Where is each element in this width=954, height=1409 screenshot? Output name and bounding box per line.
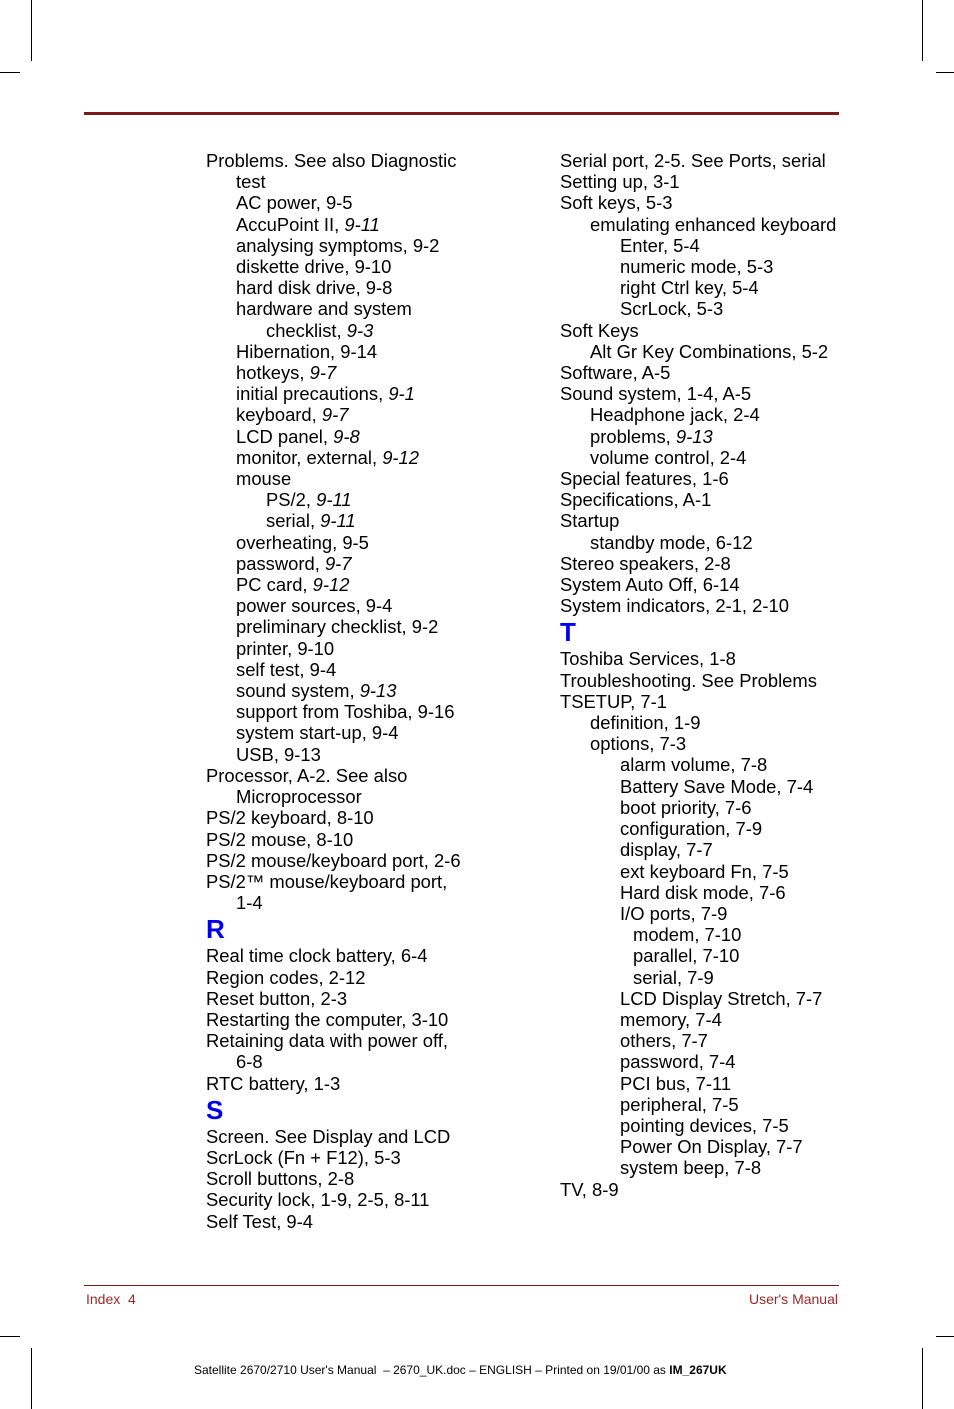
index-entry [206, 701, 461, 722]
index-entry-text: power sources, 9-4 [236, 595, 393, 617]
index-entry [206, 468, 461, 489]
index-entry-text: ScrLock, 5-3 [620, 298, 724, 320]
index-entry-text: hardware and system [236, 298, 412, 320]
index-entry-text: right Ctrl key, 5-4 [620, 277, 759, 299]
index-entry [206, 850, 461, 871]
index-entry [560, 691, 836, 712]
index-entry-text: emulating enhanced keyboard [590, 213, 837, 235]
index-entry-text: Processor, A-2. See also [206, 764, 408, 786]
index-entry [560, 1179, 836, 1200]
index-entry-text: 1-4 [236, 892, 263, 914]
index-entry-text: Headphone jack, 2-4 [590, 404, 760, 426]
index-entry [206, 722, 461, 743]
index-entry [206, 150, 461, 171]
index-entry-text: PS/2, [266, 489, 317, 511]
index-entry-text: I/O ports, 7-9 [620, 902, 728, 924]
index-entry-text: system start-up, 9-4 [236, 722, 399, 744]
index-entry-text: Scroll buttons, 2-8 [206, 1168, 355, 1190]
index-entry [206, 871, 461, 892]
index-entry-text: peripheral, 7-5 [620, 1093, 739, 1115]
index-entry [560, 235, 836, 256]
index-entry [560, 404, 836, 425]
index-entry-text: Sound system, 1-4, A-5 [560, 383, 752, 405]
index-entry-text: preliminary checklist, 9-2 [236, 616, 439, 638]
index-entry [560, 1115, 836, 1136]
index-entry [560, 733, 836, 754]
footer-page-label: Index 4 [86, 1291, 136, 1307]
index-entry-text: others, 7-7 [620, 1030, 708, 1052]
index-entry [206, 341, 461, 362]
index-entry-page: 9-7 [324, 552, 352, 574]
crop-mark [0, 1336, 20, 1337]
index-entry-text: PCI bus, 7-11 [620, 1072, 732, 1094]
index-entry [560, 574, 836, 595]
index-entry [206, 1168, 461, 1189]
index-entry [206, 638, 461, 659]
index-entry-text: Power On Display, 7-7 [620, 1136, 803, 1158]
index-entry-text: keyboard, [236, 404, 322, 426]
index-entry-page: 9-12 [382, 446, 419, 468]
index-entry-text: RTC battery, 1-3 [206, 1072, 341, 1094]
index-entry [560, 861, 836, 882]
index-entry-text: Real time clock battery, 6-4 [206, 945, 428, 967]
index-entry-text: Startup [560, 510, 620, 532]
index-entry [206, 532, 461, 553]
index-entry [560, 1157, 836, 1178]
index-entry [206, 892, 461, 913]
index-entry [560, 341, 836, 362]
index-entry [560, 776, 836, 797]
index-entry-text: serial, [266, 510, 321, 532]
index-entry [206, 616, 461, 637]
index-entry [560, 150, 836, 171]
index-entry-text: Self Test, 9-4 [206, 1210, 313, 1232]
index-entry [560, 903, 836, 924]
index-entry [560, 648, 836, 669]
index-entry [206, 1189, 461, 1210]
crop-mark [936, 72, 954, 73]
index-entry [206, 510, 461, 531]
index-entry [206, 765, 461, 786]
index-entry-text: Hard disk mode, 7-6 [620, 881, 786, 903]
crop-mark [922, 0, 923, 61]
index-entry [206, 383, 461, 404]
index-entry-text: monitor, external, [236, 446, 383, 468]
index-entry-text: Special features, 1-6 [560, 468, 729, 490]
index-entry [206, 1126, 461, 1147]
index-entry-text: test [236, 171, 266, 193]
index-entry-text: TV, 8-9 [560, 1178, 619, 1200]
index-entry-text: PS/2™ mouse/keyboard port, [206, 870, 448, 892]
index-entry [206, 744, 461, 765]
index-entry [206, 1009, 461, 1030]
index-entry [206, 214, 461, 235]
index-entry-page: 9-12 [312, 574, 350, 596]
index-entry-text: printer, 9-10 [236, 637, 335, 659]
index-entry-text: Microprocessor [236, 786, 362, 808]
index-section-letter: T [560, 617, 576, 648]
index-entry [560, 426, 836, 447]
index-entry-text: pointing devices, 7-5 [620, 1114, 789, 1136]
index-entry-page: 9-7 [309, 362, 337, 384]
index-entry [560, 712, 836, 733]
index-entry-text: LCD Display Stretch, 7-7 [620, 987, 823, 1009]
index-entry [560, 670, 836, 691]
index-entry-text: Restarting the computer, 3-10 [206, 1008, 449, 1030]
index-entry-page: 9-1 [388, 383, 415, 405]
index-entry [206, 967, 461, 988]
index-entry [206, 235, 461, 256]
index-entry [560, 510, 836, 531]
index-entry-text: AccuPoint II, [236, 213, 345, 235]
index-entry-text: Troubleshooting. See Problems [560, 669, 817, 691]
index-entry-page: 9-13 [359, 680, 397, 702]
crop-mark [922, 1348, 923, 1409]
index-column-right [560, 150, 836, 1200]
index-entry [206, 1211, 461, 1232]
index-section-letter: S [206, 1094, 224, 1125]
index-entry [560, 447, 836, 468]
index-entry [560, 945, 836, 966]
index-entry-text: Enter, 5-4 [620, 234, 700, 256]
index-entry [560, 1094, 836, 1115]
index-entry-text: System Auto Off, 6-14 [560, 574, 740, 596]
index-entry [560, 256, 836, 277]
index-entry-text: Soft keys, 5-3 [560, 192, 673, 214]
index-entry-page: 9-13 [675, 425, 713, 447]
index-entry-text: alarm volume, 7-8 [620, 754, 768, 776]
index-entry-text: self test, 9-4 [236, 658, 337, 680]
index-entry [206, 298, 461, 319]
index-entry-text: Specifications, A-1 [560, 489, 712, 511]
index-entry-page: 9-11 [320, 510, 356, 532]
index-entry [206, 1030, 461, 1051]
index-entry-text: volume control, 2-4 [590, 446, 747, 468]
index-entry-text: hard disk drive, 9-8 [236, 277, 393, 299]
index-entry-text: diskette drive, 9-10 [236, 256, 392, 278]
index-entry [206, 659, 461, 680]
index-entry-text: sound system, [236, 680, 360, 702]
index-entry [560, 383, 836, 404]
index-entry [206, 426, 461, 447]
index-entry-page: 9-7 [321, 404, 349, 426]
index-entry-text: Battery Save Mode, 7-4 [620, 775, 814, 797]
index-entry-text: support from Toshiba, 9-16 [236, 701, 455, 723]
index-entry [206, 1051, 461, 1072]
index-entry [206, 489, 461, 510]
index-entry-text: memory, 7-4 [620, 1008, 722, 1030]
index-entry [560, 1136, 836, 1157]
index-entry-text: modem, 7-10 [633, 924, 742, 946]
index-entry [206, 256, 461, 277]
crop-mark [31, 0, 32, 61]
index-entry [560, 797, 836, 818]
crop-mark [31, 1348, 32, 1409]
print-info-code: IM_267UK [669, 1363, 727, 1377]
index-entry-text: problems, [590, 425, 676, 447]
index-entry [206, 807, 461, 828]
index-entry [560, 532, 836, 553]
index-entry [560, 320, 836, 341]
index-entry-text: PC card, [236, 574, 313, 596]
index-entry [206, 553, 461, 574]
index-entry-text: Serial port, 2-5. See Ports, serial [560, 150, 826, 171]
index-entry-text: Security lock, 1-9, 2-5, 8-11 [206, 1189, 430, 1211]
index-entry-text: serial, 7-9 [633, 966, 714, 988]
index-entry [206, 320, 461, 341]
index-entry [560, 882, 836, 903]
index-entry [560, 818, 836, 839]
index-entry-page: 9-11 [316, 489, 352, 511]
index-entry-text: overheating, 9-5 [236, 531, 369, 553]
index-entry-text: Soft Keys [560, 319, 639, 341]
index-entry [206, 786, 461, 807]
index-entry [206, 171, 461, 192]
index-entry [560, 553, 836, 574]
index-entry [560, 595, 836, 616]
index-entry-text: definition, 1-9 [590, 712, 701, 734]
index-entry-text: password, [236, 552, 325, 574]
index-entry-text: PS/2 mouse, 8-10 [206, 828, 354, 850]
index-entry [560, 214, 836, 235]
index-entry [560, 277, 836, 298]
crop-mark [0, 72, 20, 73]
index-entry-text: TSETUP, 7-1 [560, 690, 667, 712]
index-entry-text: Alt Gr Key Combinations, 5-2 [590, 340, 829, 362]
index-entry-text: Retaining data with power off, [206, 1030, 448, 1052]
index-entry [560, 1009, 836, 1030]
index-entry-text: USB, 9-13 [236, 743, 321, 765]
index-entry-text: Problems. See also Diagnostic [206, 150, 457, 171]
index-entry [206, 1147, 461, 1168]
footer-manual-label: User's Manual [748, 1291, 838, 1307]
crop-mark [936, 1336, 954, 1337]
index-entry-text: Screen. See Display and LCD [206, 1125, 451, 1147]
index-entry [560, 1073, 836, 1094]
index-entry-text: initial precautions, [236, 383, 389, 405]
index-entry [206, 1073, 461, 1094]
index-entry [560, 171, 836, 192]
index-entry [560, 967, 836, 988]
index-entry-text: configuration, 7-9 [620, 818, 763, 840]
index-entry [560, 192, 836, 213]
index-entry [206, 680, 461, 701]
index-entry [206, 829, 461, 850]
index-entry-page: 9-3 [346, 319, 374, 341]
index-entry-text: parallel, 7-10 [633, 945, 740, 967]
index-column-left [206, 150, 461, 1232]
index-entry [560, 1051, 836, 1072]
index-entry-text: Hibernation, 9-14 [236, 340, 378, 362]
index-section-letter: R [206, 914, 225, 945]
index-entry-page: 9-11 [344, 213, 380, 235]
index-entry-text: checklist, [266, 319, 347, 341]
index-entry-text: Software, A-5 [560, 362, 671, 384]
index-entry [206, 945, 461, 966]
index-entry [206, 447, 461, 468]
print-info-line [194, 1363, 727, 1377]
index-entry-text: display, 7-7 [620, 839, 713, 861]
index-entry-page: 9-8 [333, 425, 360, 447]
print-info-text: Satellite 2670/2710 User's Manual – 2670_UK.doc – ENGLISH – Printed on 19/01/00 as [194, 1363, 670, 1377]
index-entry-text: PS/2 keyboard, 8-10 [206, 807, 374, 829]
index-entry-text: ScrLock (Fn + F12), 5-3 [206, 1146, 401, 1168]
header-rule [84, 112, 839, 115]
index-entry-text: AC power, 9-5 [236, 192, 353, 214]
index-entry-text: standby mode, 6-12 [590, 531, 753, 553]
index-entry-text: LCD panel, [236, 425, 334, 447]
index-entry-text: options, 7-3 [590, 733, 687, 755]
index-entry [560, 468, 836, 489]
index-entry-text: hotkeys, [236, 362, 310, 384]
index-entry-text: boot priority, 7-6 [620, 796, 752, 818]
index-entry-text: 6-8 [236, 1051, 263, 1073]
index-entry [560, 988, 836, 1009]
index-entry [206, 595, 461, 616]
index-entry-text: Reset button, 2-3 [206, 987, 348, 1009]
index-entry-text: Region codes, 2-12 [206, 966, 366, 988]
index-entry-text: PS/2 mouse/keyboard port, 2-6 [206, 849, 461, 871]
index-entry [560, 839, 836, 860]
index-entry [560, 1030, 836, 1051]
index-entry [206, 404, 461, 425]
index-entry-text: Setting up, 3-1 [560, 171, 680, 193]
index-entry [560, 754, 836, 775]
index-entry [206, 988, 461, 1009]
index-entry-text: ext keyboard Fn, 7-5 [620, 860, 789, 882]
index-entry-text: Toshiba Services, 1-8 [560, 648, 736, 670]
index-entry [206, 277, 461, 298]
footer-rule [84, 1285, 839, 1286]
index-entry [560, 489, 836, 510]
index-entry-text: numeric mode, 5-3 [620, 256, 774, 278]
index-entry-text: system beep, 7-8 [620, 1157, 762, 1179]
index-entry-text: analysing symptoms, 9-2 [236, 234, 440, 256]
index-entry [206, 574, 461, 595]
index-entry [560, 924, 836, 945]
index-entry-text: password, 7-4 [620, 1051, 736, 1073]
index-entry [206, 192, 461, 213]
index-entry [560, 362, 836, 383]
index-entry-text: System indicators, 2-1, 2-10 [560, 595, 789, 617]
index-entry-text: Stereo speakers, 2-8 [560, 552, 731, 574]
index-entry-text: mouse [236, 468, 292, 490]
index-entry [206, 362, 461, 383]
index-entry [560, 298, 836, 319]
